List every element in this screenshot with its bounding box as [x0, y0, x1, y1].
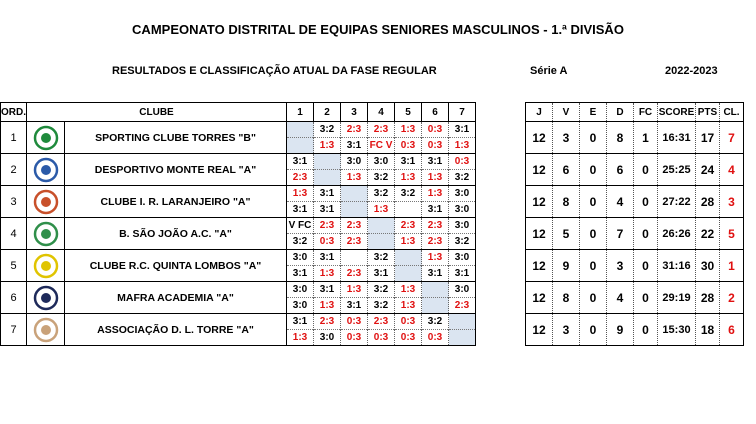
- stat-score: 16:31: [658, 122, 696, 154]
- result-cell: 3:2: [368, 250, 395, 266]
- result-cell: [314, 154, 341, 170]
- team-name: MAFRA ACADEMIA "A": [65, 282, 287, 314]
- team-row-4-first: [1, 218, 476, 234]
- result-cell: 0:3: [341, 314, 368, 330]
- result-cell: 3:1: [422, 154, 449, 170]
- header-d: D: [607, 103, 634, 122]
- result-cell: [287, 138, 314, 154]
- stat-pts: 24: [696, 154, 720, 186]
- result-cell: 1:3: [341, 282, 368, 298]
- stat-d: 4: [607, 186, 634, 218]
- stat-score: 15:30: [658, 314, 696, 346]
- stat-fc: 0: [634, 314, 658, 346]
- standings-row-3: [526, 186, 744, 218]
- result-cell: 3:2: [395, 186, 422, 202]
- result-cell: 2:3: [341, 234, 368, 250]
- result-cell: 1:3: [287, 186, 314, 202]
- result-cell: 3:2: [287, 234, 314, 250]
- team-ord: 5: [1, 250, 27, 282]
- stat-v: 9: [553, 250, 580, 282]
- results-header-row: [1, 103, 476, 122]
- stat-score: 31:16: [658, 250, 696, 282]
- team-row-3-first: [1, 186, 476, 202]
- result-cell: [341, 250, 368, 266]
- result-cell: 1:3: [449, 138, 476, 154]
- result-cell: 2:3: [341, 266, 368, 282]
- stat-fc: 0: [634, 186, 658, 218]
- stat-v: 8: [553, 186, 580, 218]
- result-cell: 0:3: [395, 138, 422, 154]
- result-cell: [422, 282, 449, 298]
- result-cell: [449, 314, 476, 330]
- result-cell: 3:0: [341, 154, 368, 170]
- laranjeiro-logo: [27, 186, 65, 218]
- result-cell: 2:3: [368, 122, 395, 138]
- torre-logo: [27, 314, 65, 346]
- result-cell: [422, 298, 449, 314]
- result-cell: 3:1: [287, 154, 314, 170]
- result-cell: 3:0: [449, 250, 476, 266]
- result-cell: 0:3: [422, 122, 449, 138]
- team-ord: 1: [1, 122, 27, 154]
- header-fc: FC: [634, 103, 658, 122]
- result-cell: 0:3: [395, 330, 422, 346]
- stat-d: 9: [607, 314, 634, 346]
- result-cell: 3:0: [449, 282, 476, 298]
- header-ord: ORD.: [1, 103, 27, 122]
- result-cell: 1:3: [314, 266, 341, 282]
- result-cell: 3:1: [314, 202, 341, 218]
- header-col-7: 7: [449, 103, 476, 122]
- result-cell: 3:0: [287, 298, 314, 314]
- stat-v: 6: [553, 154, 580, 186]
- stat-e: 0: [580, 122, 607, 154]
- result-cell: 3:1: [422, 266, 449, 282]
- stat-e: 0: [580, 154, 607, 186]
- result-cell: 0:3: [341, 330, 368, 346]
- result-cell: [368, 218, 395, 234]
- page-title: CAMPEONATO DISTRITAL DE EQUIPAS SENIORES MASCULINOS - 1.ª DIVISÃO: [132, 22, 624, 37]
- stat-d: 8: [607, 122, 634, 154]
- monte-real-logo: [27, 154, 65, 186]
- stat-score: 29:19: [658, 282, 696, 314]
- sporting-torres-logo: [27, 122, 65, 154]
- result-cell: 3:1: [449, 266, 476, 282]
- result-cell: 2:3: [422, 218, 449, 234]
- standings-row-7: [526, 314, 744, 346]
- result-cell: 3:2: [449, 170, 476, 186]
- result-cell: 0:3: [449, 154, 476, 170]
- team-name: DESPORTIVO MONTE REAL "A": [65, 154, 287, 186]
- result-cell: 3:1: [314, 186, 341, 202]
- result-cell: 2:3: [341, 122, 368, 138]
- result-cell: 2:3: [341, 218, 368, 234]
- results-table: [0, 102, 476, 346]
- stat-score: 26:26: [658, 218, 696, 250]
- stat-pts: 30: [696, 250, 720, 282]
- result-cell: 3:1: [368, 266, 395, 282]
- result-cell: 3:0: [449, 202, 476, 218]
- season-label: 2022-2023: [665, 65, 718, 77]
- stat-fc: 0: [634, 154, 658, 186]
- result-cell: [395, 266, 422, 282]
- result-cell: 1:3: [422, 250, 449, 266]
- header-score: SCORE: [658, 103, 696, 122]
- result-cell: 1:3: [422, 170, 449, 186]
- quinta-lombos-logo: [27, 250, 65, 282]
- stat-pts: 22: [696, 218, 720, 250]
- result-cell: 2:3: [449, 298, 476, 314]
- team-row-6-first: [1, 282, 476, 298]
- result-cell: 3:0: [287, 250, 314, 266]
- stat-score: 25:25: [658, 154, 696, 186]
- team-name: CLUBE I. R. LARANJEIRO "A": [65, 186, 287, 218]
- stat-pts: 17: [696, 122, 720, 154]
- result-cell: 1:3: [395, 234, 422, 250]
- header-col-5: 5: [395, 103, 422, 122]
- result-cell: 1:3: [314, 298, 341, 314]
- mafra-academia-logo: [27, 282, 65, 314]
- stat-j: 12: [526, 314, 553, 346]
- stat-v: 3: [553, 314, 580, 346]
- team-name: ASSOCIAÇÃO D. L. TORRE "A": [65, 314, 287, 346]
- result-cell: [395, 202, 422, 218]
- stat-d: 4: [607, 282, 634, 314]
- result-cell: 3:1: [341, 138, 368, 154]
- subtitle: RESULTADOS E CLASSIFICAÇÃO ATUAL DA FASE REGULAR: [112, 65, 437, 77]
- stat-d: 3: [607, 250, 634, 282]
- result-cell: 3:2: [422, 314, 449, 330]
- team-row-2-first: [1, 154, 476, 170]
- stat-v: 8: [553, 282, 580, 314]
- result-cell: 3:0: [449, 218, 476, 234]
- result-cell: 1:3: [395, 298, 422, 314]
- header-col-2: 2: [314, 103, 341, 122]
- standings-row-6: [526, 282, 744, 314]
- header-col-1: 1: [287, 103, 314, 122]
- stat-e: 0: [580, 282, 607, 314]
- result-cell: 1:3: [314, 138, 341, 154]
- result-cell: 2:3: [314, 218, 341, 234]
- result-cell: V FC: [287, 218, 314, 234]
- stat-cl: 2: [720, 282, 744, 314]
- standings-row-2: [526, 154, 744, 186]
- result-cell: [287, 122, 314, 138]
- result-cell: 0:3: [422, 330, 449, 346]
- stat-fc: 0: [634, 218, 658, 250]
- result-cell: 3:0: [287, 282, 314, 298]
- team-name: B. SÃO JOÃO A.C. "A": [65, 218, 287, 250]
- result-cell: 3:2: [368, 298, 395, 314]
- result-cell: 0:3: [368, 330, 395, 346]
- stat-e: 0: [580, 218, 607, 250]
- result-cell: 3:0: [368, 154, 395, 170]
- team-ord: 2: [1, 154, 27, 186]
- result-cell: 3:1: [449, 122, 476, 138]
- team-ord: 7: [1, 314, 27, 346]
- stat-cl: 4: [720, 154, 744, 186]
- stat-d: 6: [607, 154, 634, 186]
- result-cell: [395, 250, 422, 266]
- result-cell: 1:3: [341, 170, 368, 186]
- result-cell: 1:3: [368, 202, 395, 218]
- serie-label: Série A: [530, 65, 568, 77]
- result-cell: 1:3: [395, 122, 422, 138]
- stat-fc: 1: [634, 122, 658, 154]
- result-cell: 0:3: [395, 314, 422, 330]
- stat-j: 12: [526, 154, 553, 186]
- standings-header-row: [526, 103, 744, 122]
- stat-j: 12: [526, 218, 553, 250]
- result-cell: 3:2: [449, 234, 476, 250]
- stat-cl: 1: [720, 250, 744, 282]
- stat-v: 5: [553, 218, 580, 250]
- result-cell: 2:3: [395, 218, 422, 234]
- result-cell: 2:3: [287, 170, 314, 186]
- header-pts: PTS: [696, 103, 720, 122]
- header-clube: CLUBE: [27, 103, 287, 122]
- result-cell: 1:3: [395, 282, 422, 298]
- result-cell: 0:3: [422, 138, 449, 154]
- standings-table: [525, 102, 744, 346]
- stat-fc: 0: [634, 250, 658, 282]
- stat-pts: 18: [696, 314, 720, 346]
- result-cell: 3:1: [314, 250, 341, 266]
- result-cell: 3:1: [287, 266, 314, 282]
- stat-e: 0: [580, 186, 607, 218]
- result-cell: 3:1: [287, 314, 314, 330]
- stat-fc: 0: [634, 282, 658, 314]
- stat-d: 7: [607, 218, 634, 250]
- header-v: V: [553, 103, 580, 122]
- result-cell: [368, 234, 395, 250]
- result-cell: [449, 330, 476, 346]
- stat-v: 3: [553, 122, 580, 154]
- team-row-5-first: [1, 250, 476, 266]
- stat-cl: 7: [720, 122, 744, 154]
- stat-e: 0: [580, 314, 607, 346]
- stat-cl: 5: [720, 218, 744, 250]
- header-j: J: [526, 103, 553, 122]
- header-e: E: [580, 103, 607, 122]
- stat-j: 12: [526, 186, 553, 218]
- header-col-6: 6: [422, 103, 449, 122]
- sao-joao-logo: [27, 218, 65, 250]
- standings-row-1: [526, 122, 744, 154]
- stat-pts: 28: [696, 282, 720, 314]
- result-cell: 3:0: [449, 186, 476, 202]
- result-cell: 1:3: [395, 170, 422, 186]
- stat-cl: 3: [720, 186, 744, 218]
- team-name: CLUBE R.C. QUINTA LOMBOS "A": [65, 250, 287, 282]
- stat-j: 12: [526, 250, 553, 282]
- result-cell: 3:1: [287, 202, 314, 218]
- team-ord: 3: [1, 186, 27, 218]
- stat-e: 0: [580, 250, 607, 282]
- result-cell: 2:3: [368, 314, 395, 330]
- result-cell: 0:3: [314, 234, 341, 250]
- stat-j: 12: [526, 122, 553, 154]
- result-cell: 3:2: [368, 186, 395, 202]
- result-cell: 3:2: [368, 282, 395, 298]
- result-cell: 2:3: [314, 314, 341, 330]
- team-name: SPORTING CLUBE TORRES "B": [65, 122, 287, 154]
- header-cl: CL.: [720, 103, 744, 122]
- header-col-4: 4: [368, 103, 395, 122]
- stat-j: 12: [526, 282, 553, 314]
- stat-cl: 6: [720, 314, 744, 346]
- result-cell: 3:1: [314, 282, 341, 298]
- standings-row-5: [526, 250, 744, 282]
- team-ord: 6: [1, 282, 27, 314]
- team-ord: 4: [1, 218, 27, 250]
- result-cell: 1:3: [422, 186, 449, 202]
- team-row-7-first: [1, 314, 476, 330]
- result-cell: 1:3: [287, 330, 314, 346]
- result-cell: FC V: [368, 138, 395, 154]
- header-col-3: 3: [341, 103, 368, 122]
- result-cell: 2:3: [422, 234, 449, 250]
- result-cell: 3:2: [314, 122, 341, 138]
- result-cell: 3:1: [422, 202, 449, 218]
- result-cell: 3:1: [395, 154, 422, 170]
- result-cell: [341, 202, 368, 218]
- stat-pts: 28: [696, 186, 720, 218]
- standings-row-4: [526, 218, 744, 250]
- result-cell: 3:1: [341, 298, 368, 314]
- team-row-1-first: [1, 122, 476, 138]
- result-cell: 3:0: [314, 330, 341, 346]
- stat-score: 27:22: [658, 186, 696, 218]
- result-cell: [341, 186, 368, 202]
- result-cell: [314, 170, 341, 186]
- result-cell: 3:2: [368, 170, 395, 186]
